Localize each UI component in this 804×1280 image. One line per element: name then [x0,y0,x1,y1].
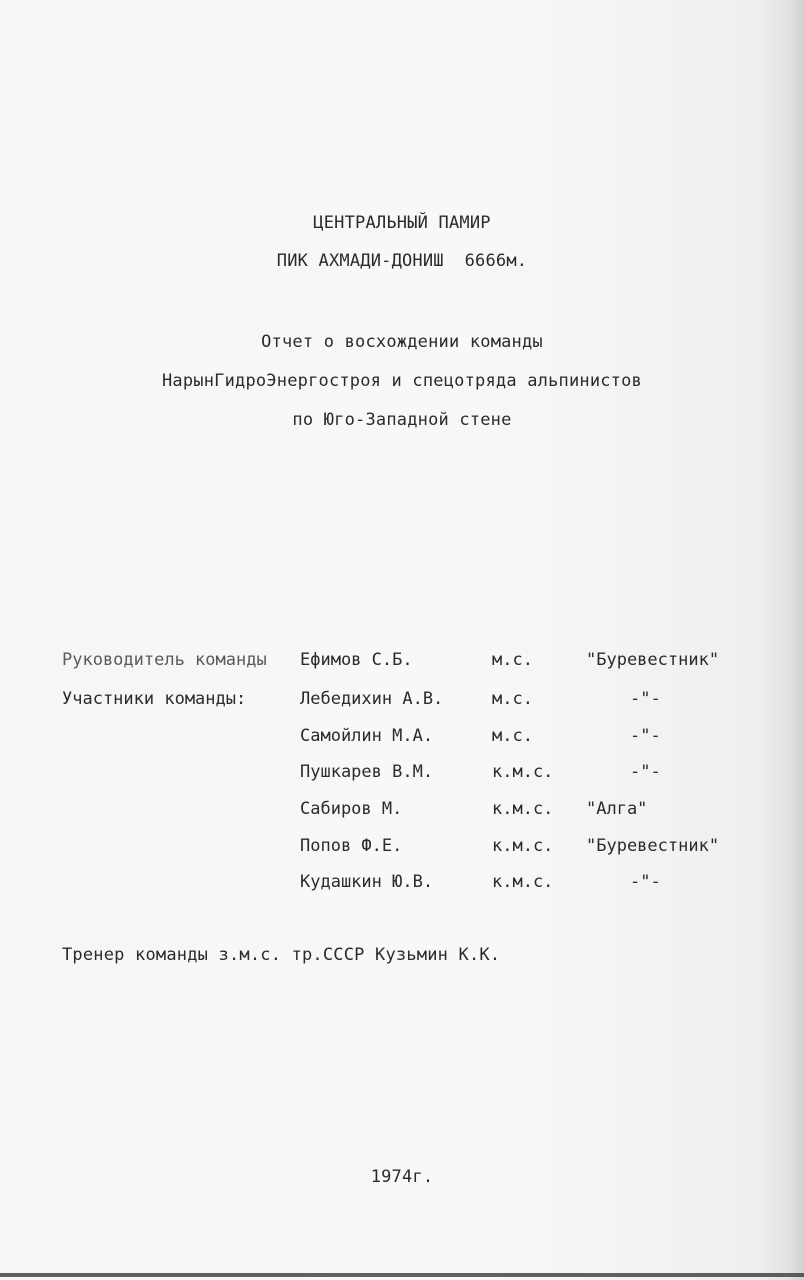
member-name: Попов Ф.Е. [300,836,403,856]
member-club: -"- [630,872,661,892]
team-row [0,799,804,823]
member-name: Самойлин М.А. [300,726,434,746]
member-club: "Буревестник" [586,650,720,670]
member-rank: к.м.с. [492,872,554,892]
member-club: -"- [630,726,661,746]
report-title-line-2: НарынГидроЭнергостроя и спецотряда альпинистов [161,371,642,391]
member-club: "Алга" [586,799,648,819]
team-row [0,762,804,786]
header-title: ЦЕНТРАЛЬНЫЙ ПАМИР [313,213,491,233]
member-name: Кудашкин Ю.В. [300,872,434,892]
member-club: "Буревестник" [586,836,720,856]
report-title-line-1: Отчет о восхождении команды [261,332,543,352]
member-name: Лебедихин А.В. [300,689,444,709]
member-rank: м.с. [492,726,533,746]
team-row [0,836,804,860]
member-rank: м.с. [492,689,533,709]
member-club: -"- [630,762,661,782]
year: 1974г. [370,1167,434,1187]
leader-label: Руководитель команды [62,650,267,670]
member-name: Сабиров М. [300,799,403,819]
member-name: Ефимов С.Б. [300,650,413,670]
team-row [0,872,804,896]
members-label: Участники команды: [62,689,247,709]
team-row [0,650,804,674]
member-club: -"- [630,689,661,709]
header-peak: ПИК АХМАДИ-ДОНИШ 6666м. [276,251,528,271]
member-rank: к.м.с. [492,762,554,782]
team-row [0,726,804,750]
page-bottom-edge [0,1273,804,1277]
team-row [0,689,804,713]
member-rank: к.м.с. [492,836,554,856]
page-edge-shadow [758,0,804,1280]
member-rank: м.с. [492,650,533,670]
member-rank: к.м.с. [492,799,554,819]
coach-line: Тренер команды з.м.с. тр.СССР Кузьмин К.К. [62,945,501,965]
member-name: Пушкарев В.М. [300,762,434,782]
report-title-line-3: по Юго-Западной стене [292,410,512,430]
